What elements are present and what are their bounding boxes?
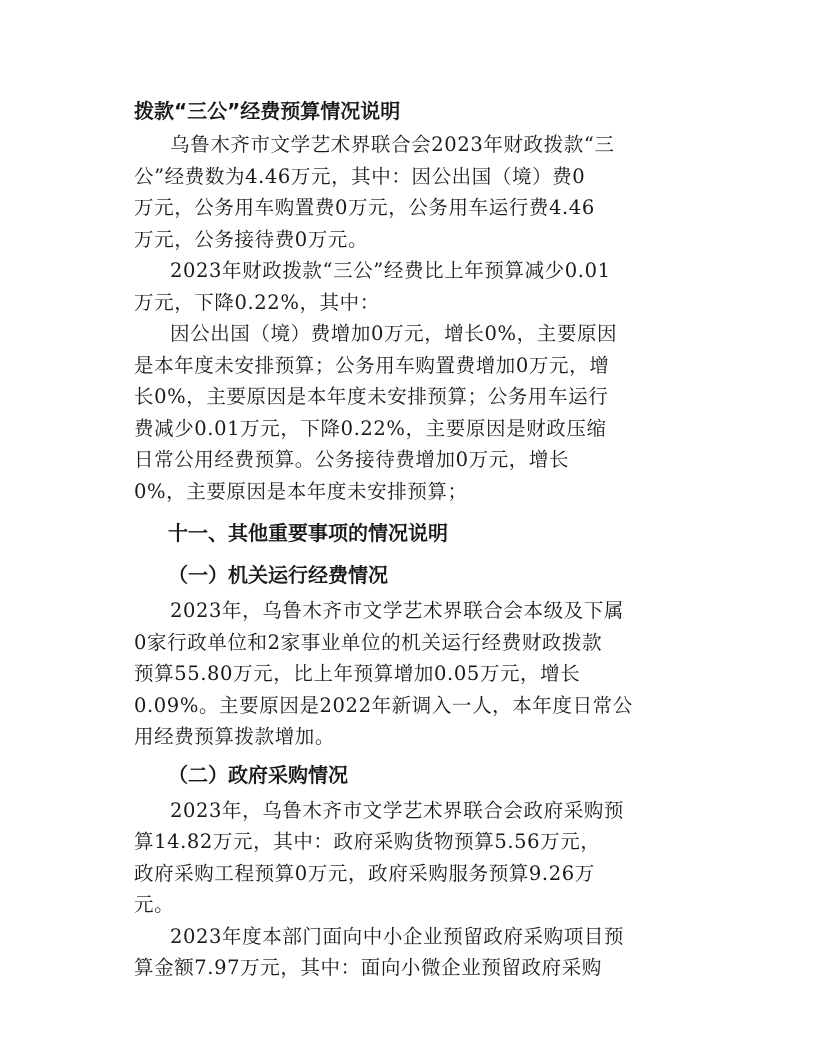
text-line: 0家行政单位和2家事业单位的机关运行经费财政拨款 [134, 630, 603, 654]
text-line: 万元，下降0.22%，其中： [134, 290, 380, 314]
text-line: 2023年度本部门面向中小企业预留政府采购项目预 [170, 924, 625, 948]
text-line: 算金额7.97万元，其中：面向小微企业预留政府采购 [134, 956, 602, 979]
text-line: 日常公用经费预算。公务接待费增加0万元，增长 [134, 448, 570, 471]
text-line: 元。 [134, 893, 175, 916]
text-line: 万元，公务用车购置费0万元，公务用车运行费4.46 [134, 196, 595, 219]
text-line: 2023年财政拨款“三公”经费比上年预算减少0.01 [170, 259, 611, 282]
text-line: 0.09%。主要原因是2022年新调入一人，本年度日常公 [134, 693, 633, 717]
text-line: 预算55.80万元，比上年预算增加0.05万元，增长 [134, 662, 581, 685]
sangong-title: 拨款“三公”经费预算情况说明 [134, 99, 401, 123]
subsection-1-title: （一）机关运行经费情况 [168, 563, 388, 587]
text-line: 2023年，乌鲁木齐市文学艺术界联合会政府采购预 [170, 798, 625, 822]
text-line: 用经费预算拨款增加。 [134, 725, 336, 748]
text-line: 长0%，主要原因是本年度未安排预算；公务用车运行 [134, 385, 609, 408]
text-line: 乌鲁木齐市文学艺术界联合会2023年财政拨款“三 [170, 133, 615, 156]
sangong-paragraph-2 [134, 255, 682, 318]
text-line: 2023年，乌鲁木齐市文学艺术界联合会本级及下属 [170, 599, 625, 622]
subsection-2-title: （二）政府采购情况 [168, 762, 348, 787]
document-page [134, 93, 682, 984]
text-line: 政府采购工程预算0万元，政府采购服务预算9.26万 [134, 861, 595, 885]
text-line: 因公出国（境）费增加0万元，增长0%，主要原因 [170, 322, 618, 345]
text-line: 0%，主要原因是本年度未安排预算； [134, 479, 468, 503]
subsection-2-paragraph-1 [134, 795, 682, 921]
sangong-paragraph-3 [134, 318, 682, 507]
sangong-paragraph-1 [134, 129, 682, 255]
text-line: 费减少0.01万元，下降0.22%，主要原因是财政压缩 [134, 416, 607, 440]
text-line: 算14.82万元，其中：政府采购货物预算5.56万元， [134, 830, 601, 853]
text-line: 是本年度未安排预算；公务用车购置费增加0万元，增 [134, 353, 610, 377]
text-line: 公”经费数为4.46万元，其中：因公出国（境）费0 [134, 164, 586, 188]
subsection-1-paragraph [134, 595, 682, 753]
subsection-2-paragraph-2 [134, 921, 682, 984]
text-line: 万元，公务接待费0万元。 [134, 227, 369, 251]
section-11-title: 十一、其他重要事项的情况说明 [168, 521, 448, 545]
